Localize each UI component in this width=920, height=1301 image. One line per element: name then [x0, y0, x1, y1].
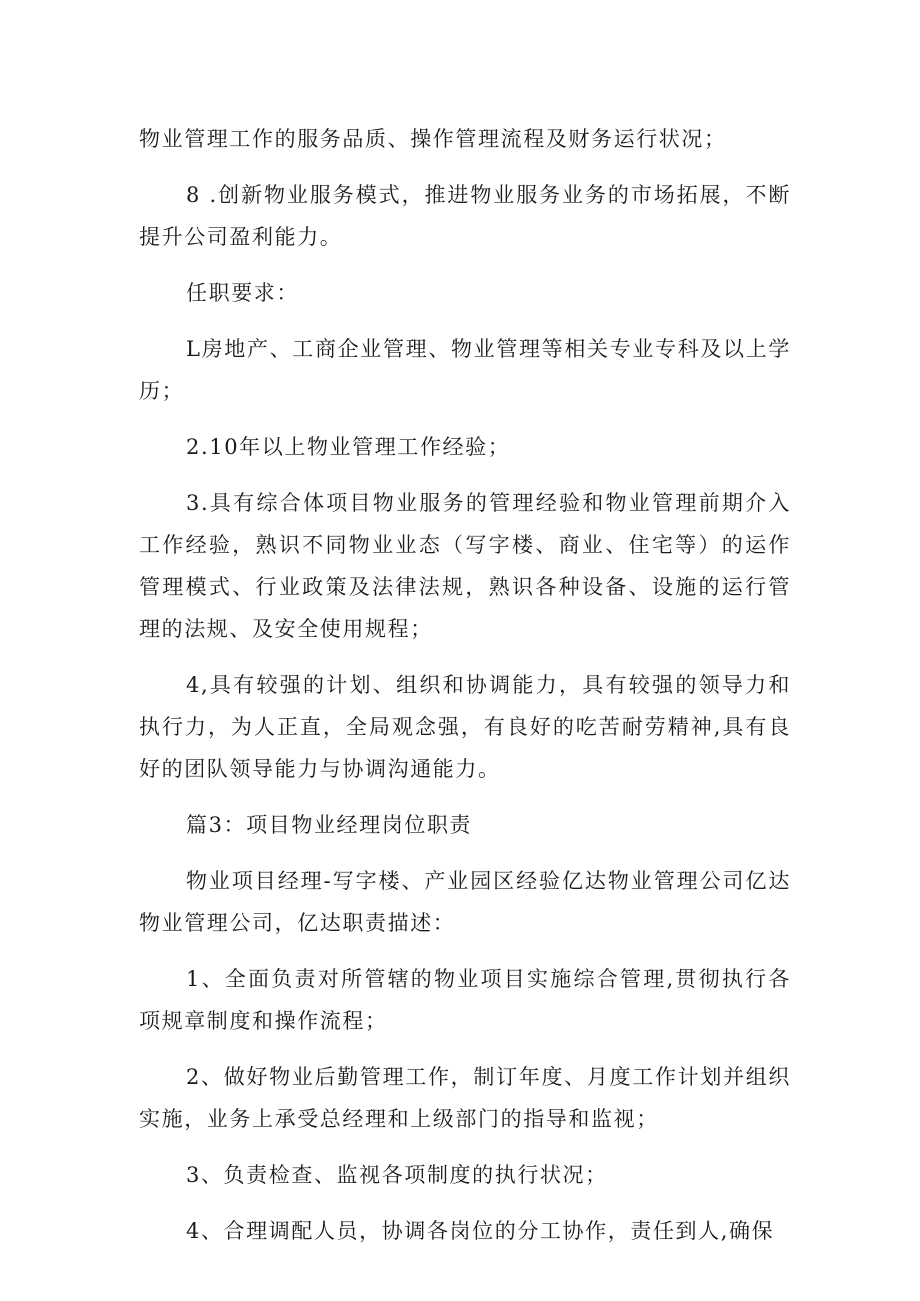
requirement-item-3: 3.具有综合体项目物业服务的管理经验和物业管理前期介入工作经验，熟识不同物业业态（写字楼、商业、住宅等）的运作管理模式、行业政策及法律法规，熟识各种设备、设施的运行管理的法规、及安全使用规程； [139, 491, 791, 641]
duty-item-4: 4、合理调配人员，协调各岗位的分工协作，责任到人,确保 [186, 1219, 775, 1243]
duty-item-1: 1、全面负责对所管辖的物业项目实施综合管理,贯彻执行各项规章制度和操作流程； [139, 967, 791, 1033]
paragraph-continuation: 物业管理工作的服务品质、操作管理流程及财务运行状况； [139, 127, 727, 151]
duty-item-3: 3、负责检查、监视各项制度的执行状况； [186, 1163, 608, 1187]
requirement-item-1: L房地产、工商企业管理、物业管理等相关专业专科及以上学历； [139, 337, 791, 403]
requirement-item-4: 4,具有较强的计划、组织和协调能力，具有较强的领导力和执行力，为人正直，全局观念强，有良好的吃苦耐劳精神,具有良好的团队领导能力与协调沟通能力。 [139, 673, 791, 781]
section-heading: 篇3：项目物业经理岗位职责 [186, 813, 473, 837]
document-body [139, 118, 791, 1252]
requirements-heading: 任职要求： [186, 281, 299, 305]
job-description-intro: 物业项目经理-写字楼、产业园区经验亿达物业管理公司亿达物业管理公司，亿达职责描述： [139, 869, 791, 935]
duty-item-2: 2、做好物业后勤管理工作，制订年度、月度工作计划并组织实施，业务上承受总经理和上级部门的指导和监视； [139, 1065, 791, 1131]
paragraph-item-8: 8 .创新物业服务模式，推进物业服务业务的市场拓展，不断提升公司盈利能力。 [139, 183, 791, 249]
requirement-item-2: 2.10年以上物业管理工作经验； [186, 435, 511, 459]
